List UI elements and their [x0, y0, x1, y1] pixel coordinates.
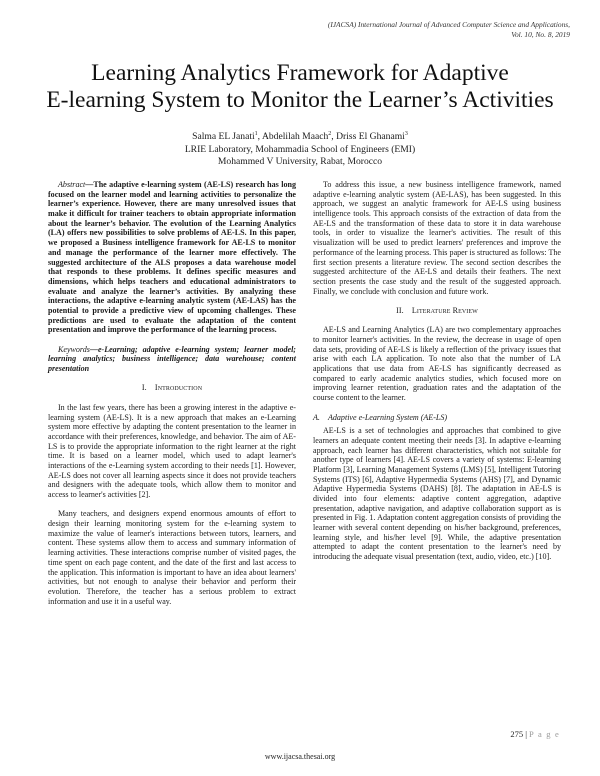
title-line-2: E-learning System to Monitor the Learner’s Activities: [46, 87, 554, 113]
keywords-label: Keywords: [58, 344, 90, 354]
affiliation-university: Mohammed V University, Rabat, Morocco: [217, 156, 383, 168]
journal-header: [190, 20, 570, 39]
intro-paragraph-2: Many teachers, and designers expend enormous amounts of effort to design their learning monitoring system for the e-learning system to maximize the value of learner's interactions between tutors, learners, and content. These systems allow them to access and summary information of learning activities. These interactions comprise number of visited pages, the time spent on each page content, and the date of the first and last access to the application. This information is important to have an idea about learners' activities, but not enough to analyse their behavior and perform their evolution. Therefore, the teacher has a serious problem to extract information and use it in a useful way.: [48, 509, 296, 606]
section-heading-introduction: I. Introduction: [141, 383, 203, 393]
author-names: [40, 128, 560, 144]
page-word: P a g e: [529, 729, 560, 739]
abstract: [48, 180, 296, 335]
intro-paragraph-1: In the last few years, there has been a growing interest in the adaptive e-learning system (AE-LS). It is a new approach that makes an e-Learning system more effective by adapting the content presentation to the learner in accordance with their preferences, knowledge, and behavior. The aim of AE-LS is to provide the appropriate information to the right learner at the right time. It is based on a learner model, which used to adapt learner's interactions of the e-Learning system according to their needs [1]. However, AE-LS does not cover all learning aspects since it does not provide teachers and designers with the adequate tools, which allow them to monitor and access to learner's activities [2].: [48, 402, 296, 499]
intro-paragraph-3: To address this issue, a new business intelligence framework, named adaptive e-learning analytic system (AE-LAS), has been suggested. In this approach, we suggest an analytic framework for AE-LS using business intelligence tools. This approach consists of the extraction of data from the AE-LS and the transformation of these data to store it in data warehouse tools, in order to visualize the learner's activities. The result of this visualization will be used to predict learners' preferences and improve the performance of the learning process. This paper is structured as follows: The first section presents a literature review. The second section describes the suggested architecture of the AE-LS and details their feathers. The next section presents the case study and the result of the suggested approach. Finally, we conclude with conclusion and future work.: [313, 180, 561, 296]
author-sep-2: ,: [331, 131, 337, 143]
page-number: [510, 729, 560, 739]
journal-volume: Vol. 10, No. 8, 2019: [511, 29, 570, 39]
abstract-label: Abstract: [58, 180, 86, 189]
right-column: [313, 180, 561, 572]
section-heading-literature-review: II. Literature Review: [396, 305, 478, 315]
left-column: [48, 180, 296, 616]
journal-name: (IJACSA) International Journal of Advanced Computer Science and Applications,: [327, 20, 570, 29]
author-2: Abdelilah Maach: [261, 131, 329, 143]
page-number-separator: |: [523, 729, 530, 739]
abstract-text: —The adaptive e-learning system (AE-LS) research has long focused on the learner model and learning activities to personalize the learner’s experience. However, there are many unresolved issues that make it difficult for trainer teachers to obtain appropriate information about the learner’s behavior. The evolution of the Learning Analytics (LA) offers new possibilities to solve problems of AE-LS. In this paper, we proposed a Business intelligence framework for AE-LS to monitor and manage the performance of the learner more effectively. The suggested architecture of the ALS proposes a data warehouse model that responds to these problems. It defines specific measures and dimensions, which helps teachers and educational administrators to evaluate and analyze the learner’s activities. By analyzing these interactions, the adaptive e-learning analytic system (AE-LAS) has the potential to provide a predictive view of upcoming challenges. These predictions are used to evaluate the adaptation of the content presentation and improve the performance of the learning process.: [48, 180, 296, 335]
author-3: Driss El Ghanami: [336, 131, 405, 143]
page-number-value: 275: [510, 729, 524, 739]
author-1: Salma EL Janati: [192, 131, 255, 143]
keywords: [48, 345, 296, 374]
subsection-heading-aels: A. Adaptive e-Learning System (AE-LS): [313, 412, 448, 422]
author-block: [40, 128, 560, 169]
author-2-mark: 2: [328, 131, 332, 137]
author-1-mark: 1: [254, 131, 258, 137]
paper-title: [20, 60, 580, 114]
aels-paragraph-1: AE-LS is a set of technologies and approaches that combined to give learners an adequate content meeting their needs [3]. In adaptive e-learning approach, each learner has different characteristics, which not suitable for another type of learners [4]. AE-LS covers a variety of systems: E-learning Platform [3], Learning Management Systems (LMS) [5], Intelligent Tutoring Systems (ITS) [6], Adaptive Hypermedia Systems (AHS) [7], and Dynamic Adaptive Hypermedia Systems (DAHS) [8]. The adaptation in AE-LS is divided into four elements: adaptive content aggregation, adaptive presentation, adaptive navigation, and adaptive collaboration support as is presented in Fig. 1. Adaptation content aggregation consists of providing the learner with several content depending on his/her background, preferences, learning style, and his/her level [9]. While, the adaptive presentation attempted to adapt the content presentation to the learner's need by introducing the adequate visual presentation (text, audio, video, etc.) [10].: [313, 426, 561, 562]
author-sep-1: ,: [257, 131, 262, 143]
author-3-mark: 3: [404, 131, 408, 137]
literature-paragraph-1: AE-LS and Learning Analytics (LA) are two complementary approaches to monitor learner's activities. In the review, the decrease in usage of open data sets, providing of AE-LS is likely a reflection of the privacy issues that arise with each LA application. To note also that the number of LA applications that use data from AE-LS has significantly decreased as compared to early academic analytics studies, which focused more on improving learner retention, graduation rates and the adaptation of the course content to the learner.: [313, 325, 561, 403]
affiliation-lab: LRIE Laboratory, Mohammadia School of Engineers (EMI): [184, 143, 416, 155]
footer-url: www.ijacsa.thesai.org: [264, 752, 336, 761]
title-line-1: Learning Analytics Framework for Adaptive: [91, 60, 509, 86]
keywords-text: —e-Learning; adaptive e-learning system; learner model; learning analytics; business intelligence; data warehouse; content presentation: [48, 344, 296, 374]
